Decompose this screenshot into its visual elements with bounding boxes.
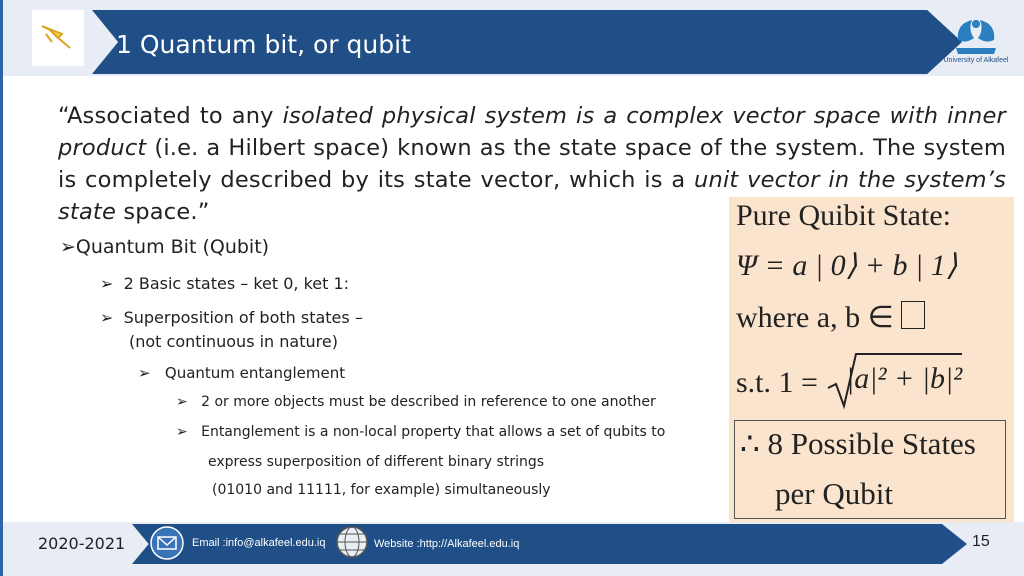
- bullet-nonlocal: [176, 424, 665, 440]
- bullet-objects-text: 2 or more objects must be described in reference to one another: [201, 394, 656, 410]
- quote-emphasis-1: isolated physical system is a complex vector space with inner product: [58, 103, 1006, 161]
- bullet-superposition: [100, 308, 363, 327]
- pure-state-title: Pure Quibit State:: [736, 199, 951, 232]
- bullet-nonlocal-line3: (01010 and 11111, for example) simultaneously: [212, 482, 551, 498]
- bullet-entanglement: [138, 364, 345, 382]
- bullet-nonlocal-text-1: Entanglement is a non-local property that allows a set of qubits to: [201, 424, 666, 440]
- quote-emphasis-2: unit vector in the system’s state: [58, 167, 1007, 225]
- quote-part-3: space.”: [116, 199, 210, 225]
- email-icon: [150, 526, 184, 560]
- psi-equation: Ψ = a | 0⟩ + b | 1⟩: [736, 249, 958, 282]
- bullet-basic-text: 2 Basic states – ket 0, ket 1:: [123, 274, 350, 293]
- bullet-basic-states: [100, 274, 349, 293]
- where-text: where a, b ∈: [736, 301, 902, 334]
- per-qubit-text: per Qubit: [775, 476, 893, 511]
- where-line: [736, 300, 925, 335]
- bullet-nonlocal-line2: express superposition of different binary strings: [208, 454, 545, 470]
- arrow-bullet-icon: ➢: [60, 236, 76, 258]
- arrow-bullet-icon: ➢: [176, 424, 188, 440]
- arrow-bullet-icon: ➢: [176, 394, 188, 410]
- complex-set-icon: [901, 301, 925, 329]
- academic-year: 2020-2021: [38, 534, 126, 553]
- pushpin-icon: [38, 24, 78, 52]
- slide-title: 1 Quantum bit, or qubit: [116, 30, 411, 59]
- radicand: |a|² + |b|²: [846, 362, 963, 395]
- st-line: [736, 366, 818, 400]
- pin-box: [32, 10, 84, 66]
- bullet-superposition-line2: (not continuous in nature): [129, 332, 338, 351]
- st-text: s.t. 1 =: [736, 366, 818, 399]
- possible-states-text: ∴ 8 Possible States: [740, 426, 976, 461]
- quote-part-2: (i.e. a Hilbert space) known as the state space of the system. The system is completely described by its state vector, which is a: [58, 135, 1006, 193]
- arrow-bullet-icon: ➢: [100, 274, 114, 293]
- globe-icon: [334, 524, 370, 560]
- logo-caption: University of Alkafeel: [943, 57, 1009, 64]
- bullet-entangle-text: Quantum entanglement: [164, 364, 346, 382]
- bullet-objects: [176, 394, 656, 410]
- website-link[interactable]: Website :http://Alkafeel.edu.iq: [374, 538, 520, 550]
- bullet-super-text-1: Superposition of both states –: [123, 308, 363, 327]
- page-number: 15: [972, 533, 990, 550]
- email-link[interactable]: Email :info@alkafeel.edu.iq: [192, 537, 326, 549]
- arrow-bullet-icon: ➢: [100, 308, 114, 327]
- left-border: [0, 0, 3, 576]
- bullet-qubit-text: Quantum Bit (Qubit): [75, 236, 270, 258]
- arrow-bullet-icon: ➢: [138, 364, 151, 382]
- bullet-qubit: [60, 236, 269, 258]
- quote-part-1: “Associated to any: [58, 103, 283, 129]
